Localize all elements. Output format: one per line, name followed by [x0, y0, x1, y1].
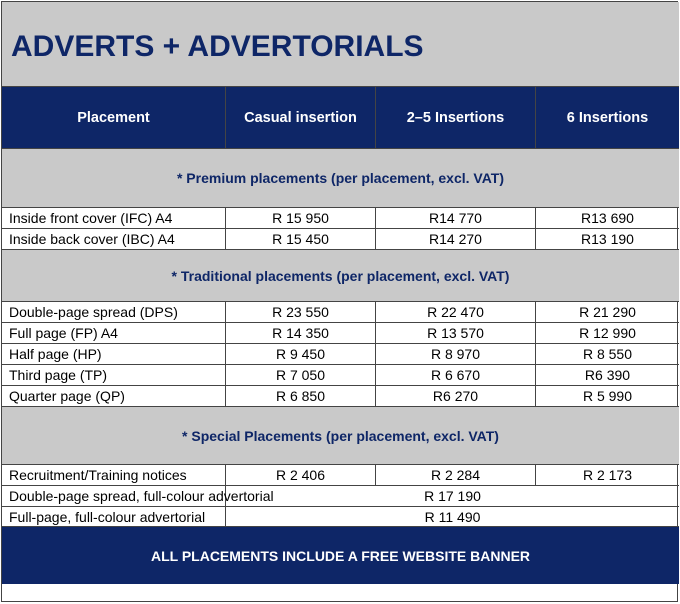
price-6: R 12 990 [536, 323, 679, 344]
row-label: Inside front cover (IFC) A4 [2, 208, 226, 229]
price-6: R6 390 [536, 365, 679, 386]
section-traditional-heading: * Traditional placements (per placement, excl. VAT) [2, 250, 679, 302]
price-casual: R 15 950 [226, 208, 376, 229]
price-6: R13 190 [536, 229, 679, 250]
price-casual: R 2 406 [226, 465, 376, 486]
price-casual: R 9 450 [226, 344, 376, 365]
price-2-5: R14 770 [376, 208, 536, 229]
row-label: Third page (TP) [2, 365, 226, 386]
price-casual: R 14 350 [226, 323, 376, 344]
row-label: Double-page spread (DPS) [2, 302, 226, 323]
page-title: ADVERTS + ADVERTORIALS [2, 2, 679, 87]
row-label: Full-page, full-colour advertorial [2, 507, 226, 527]
header-6-insertions: 6 Insertions [536, 87, 679, 149]
row-label: Recruitment/Training notices [2, 465, 226, 486]
section-premium-heading: * Premium placements (per placement, excl. VAT) [2, 149, 679, 208]
price-flat: R 17 190 [226, 486, 679, 507]
price-casual: R 7 050 [226, 365, 376, 386]
row-label: Quarter page (QP) [2, 386, 226, 407]
header-2-5-insertions: 2–5 Insertions [376, 87, 536, 149]
price-6: R 8 550 [536, 344, 679, 365]
price-casual: R 15 450 [226, 229, 376, 250]
row-label: Half page (HP) [2, 344, 226, 365]
price-2-5: R14 270 [376, 229, 536, 250]
price-2-5: R 8 970 [376, 344, 536, 365]
rate-card-table [1, 1, 678, 602]
price-6: R 2 173 [536, 465, 679, 486]
footer-banner-note: ALL PLACEMENTS INCLUDE A FREE WEBSITE BANNER [2, 527, 679, 584]
price-6: R13 690 [536, 208, 679, 229]
price-2-5: R6 270 [376, 386, 536, 407]
price-6: R 5 990 [536, 386, 679, 407]
price-flat: R 11 490 [226, 507, 679, 527]
row-label: Full page (FP) A4 [2, 323, 226, 344]
row-label: Double-page spread, full-colour advertorial [2, 486, 226, 507]
header-casual-insertion: Casual insertion [226, 87, 376, 149]
header-placement: Placement [2, 87, 226, 149]
price-casual: R 6 850 [226, 386, 376, 407]
section-special-heading: * Special Placements (per placement, excl. VAT) [2, 407, 679, 465]
price-2-5: R 13 570 [376, 323, 536, 344]
price-2-5: R 22 470 [376, 302, 536, 323]
price-2-5: R 2 284 [376, 465, 536, 486]
price-6: R 21 290 [536, 302, 679, 323]
row-label: Inside back cover (IBC) A4 [2, 229, 226, 250]
price-2-5: R 6 670 [376, 365, 536, 386]
price-casual: R 23 550 [226, 302, 376, 323]
